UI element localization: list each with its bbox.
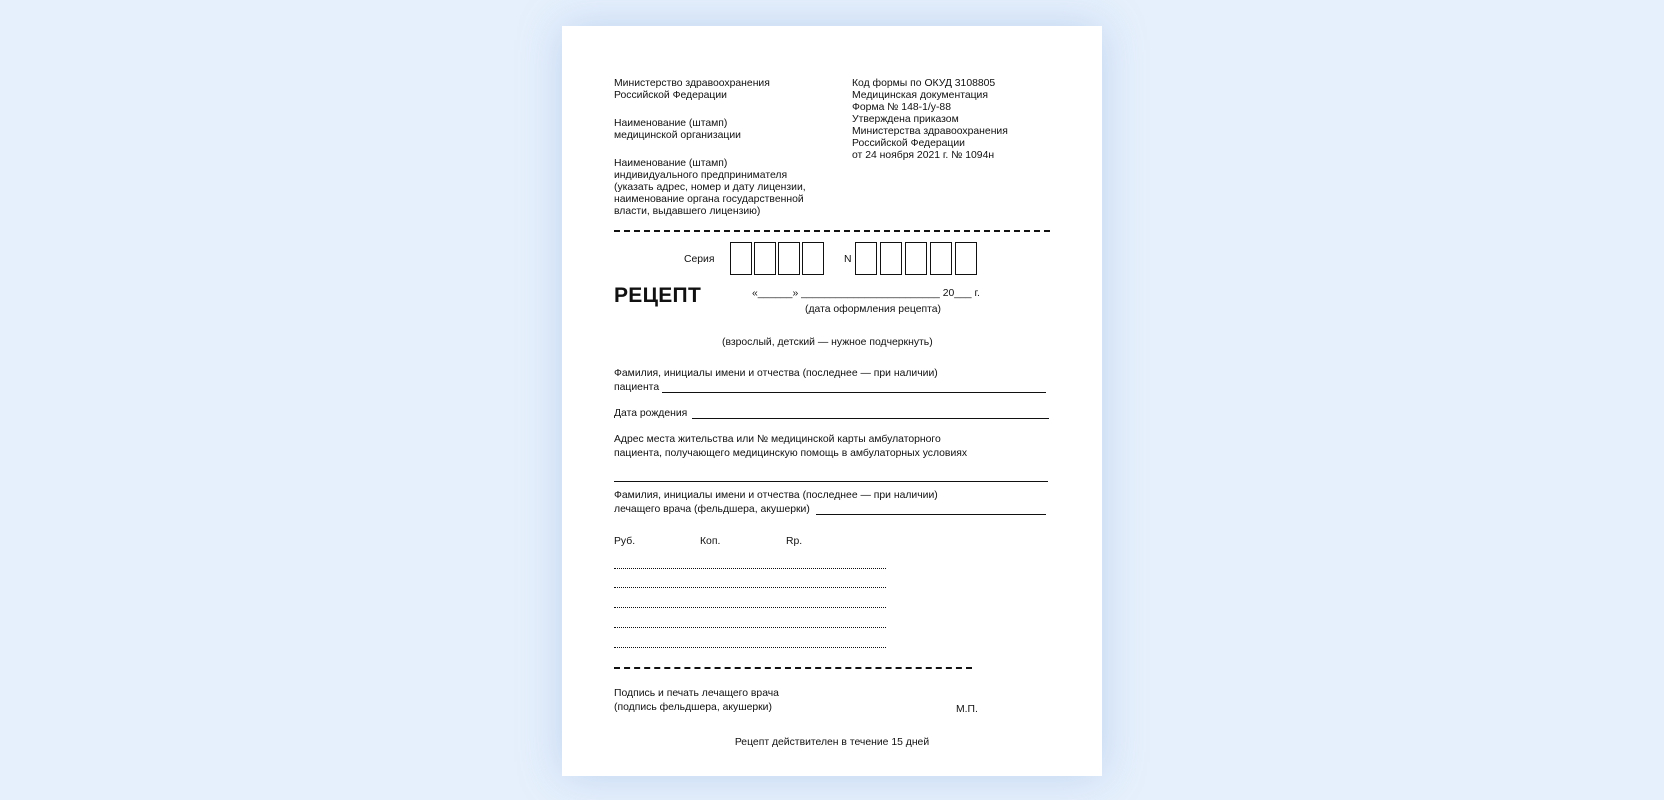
header-right: [852, 78, 1008, 162]
age-category-note: (взрослый, детский — нужное подчеркнуть): [722, 337, 933, 348]
series-label: Серия: [684, 254, 715, 265]
number-box-5[interactable]: [955, 242, 977, 275]
kopecks-label: Коп.: [700, 536, 721, 547]
address-label-1: Адрес места жительства или № медицинской карты амбулаторного: [614, 434, 941, 445]
form-number: Форма № 148-1/у-88: [852, 102, 951, 113]
patient-name-line[interactable]: [662, 392, 1046, 393]
form-code: Код формы по ОКУД 3108805: [852, 78, 996, 89]
recipe-title: РЕЦЕПТ: [614, 284, 702, 307]
ip-stamp-line-3: (указать адрес, номер и дату лицензии,: [614, 182, 806, 193]
top-cut-line: [614, 230, 1050, 232]
stamp-place-label: М.П.: [956, 704, 978, 715]
org-stamp-block: [614, 118, 806, 142]
doctor-name-line[interactable]: [816, 514, 1046, 515]
series-box-4[interactable]: [802, 242, 824, 275]
series-box-1[interactable]: [730, 242, 752, 275]
order-date: от 24 ноября 2021 г. № 1094н: [852, 150, 995, 161]
issue-date-caption: (дата оформления рецепта): [805, 304, 941, 315]
org-stamp-line-1: Наименование (штамп): [614, 118, 728, 129]
ip-stamp-line-2: индивидуального предпринимателя: [614, 170, 788, 181]
signature-label-2: (подпись фельдшера, акушерки): [614, 702, 772, 713]
birth-date-line[interactable]: [692, 418, 1049, 419]
ministry-line-2: Российской Федерации: [614, 90, 727, 101]
doctor-name-label-1: Фамилия, инициалы имени и отчества (последнее — при наличии): [614, 490, 938, 501]
rubles-label: Руб.: [614, 536, 636, 547]
prescription-line-1[interactable]: [614, 568, 886, 569]
patient-name-label-2: пациента: [614, 382, 660, 393]
prescription-line-5[interactable]: [614, 647, 886, 648]
prescription-line-4[interactable]: [614, 627, 886, 628]
validity-note: Рецепт действителен в течение 15 дней: [734, 737, 930, 748]
address-line[interactable]: [614, 481, 1048, 482]
birth-date-label: Дата рождения: [614, 408, 688, 419]
prescription-form: [562, 26, 1102, 776]
issue-date-field[interactable]: «______» ________________________ 20___ г.: [752, 288, 980, 299]
ip-stamp-line-1: Наименование (штамп): [614, 158, 728, 169]
number-box-2[interactable]: [880, 242, 902, 275]
ip-stamp-line-5: власти, выдавшего лицензию): [614, 206, 761, 217]
signature-label-1: Подпись и печать лечащего врача: [614, 688, 779, 699]
recipe-rp-label: Rp.: [786, 536, 803, 547]
org-stamp-line-2: медицинской организации: [614, 130, 741, 141]
header-left: [614, 78, 806, 234]
ip-stamp-line-4: наименование органа государственной: [614, 194, 804, 205]
bottom-cut-line: [614, 667, 972, 669]
ip-stamp-block: [614, 158, 806, 218]
number-box-1[interactable]: [855, 242, 877, 275]
ministry-block: [614, 78, 806, 102]
medical-documentation: Медицинская документация: [852, 90, 988, 101]
prescription-line-2[interactable]: [614, 587, 886, 588]
series-box-2[interactable]: [754, 242, 776, 275]
ministry-name: Министерства здравоохранения: [852, 126, 1008, 137]
approved-by: Утверждена приказом: [852, 114, 959, 125]
ministry-line-1: Министерство здравоохранения: [614, 78, 770, 89]
number-box-4[interactable]: [930, 242, 952, 275]
patient-name-label-1: Фамилия, инициалы имени и отчества (последнее — при наличии): [614, 368, 938, 379]
address-label-2: пациента, получающего медицинскую помощь в амбулаторных условиях: [614, 448, 968, 459]
series-box-3[interactable]: [778, 242, 800, 275]
federation-name: Российской Федерации: [852, 138, 965, 149]
number-box-3[interactable]: [905, 242, 927, 275]
number-label: N: [844, 254, 852, 265]
prescription-line-3[interactable]: [614, 607, 886, 608]
doctor-name-label-2: лечащего врача (фельдшера, акушерки): [614, 504, 810, 515]
